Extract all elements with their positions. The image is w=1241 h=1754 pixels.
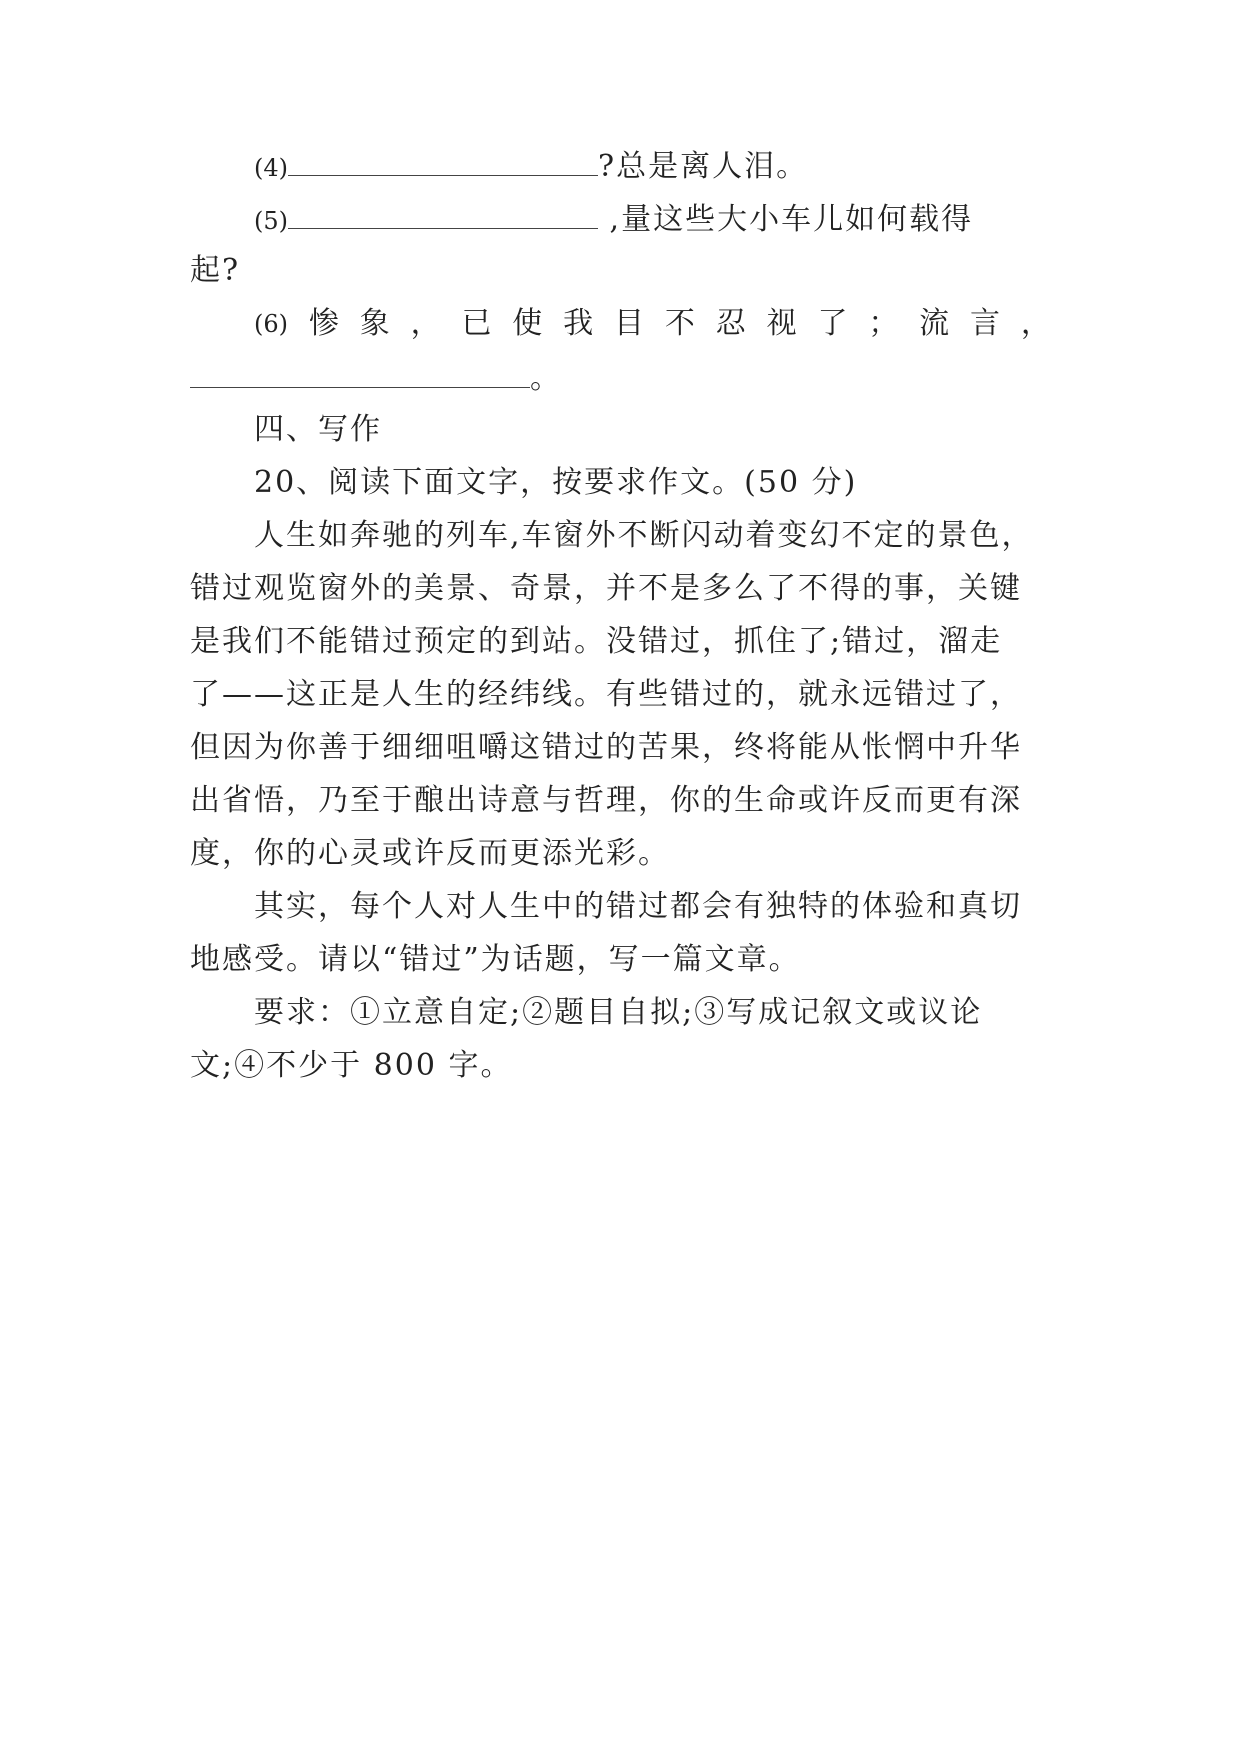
- requirements-line: 文;④不少于 800 字。: [190, 1048, 513, 1083]
- paragraph-line: 度，你的心灵或许反而更添光彩。: [190, 836, 670, 871]
- answer-blank: [288, 145, 598, 176]
- item-char: 我: [563, 306, 594, 341]
- fill-blank-item-6: [254, 304, 1051, 344]
- item-char: ，: [410, 306, 441, 341]
- answer-blank: [190, 357, 530, 388]
- fill-blank-item-5-continuation: [190, 251, 240, 291]
- paragraph-line: 人生如奔驰的列车,车窗外不断闪动着变幻不定的景色，: [254, 518, 1034, 553]
- fill-blank-item-6-continuation: [190, 357, 562, 399]
- item-number: (6): [254, 310, 288, 338]
- item-char: 言: [970, 306, 1001, 341]
- item-text: 。: [530, 361, 562, 396]
- item-char: 视: [766, 306, 797, 341]
- paragraph-line: 地感受。请以“错过”为话题，写一篇文章。: [190, 942, 801, 977]
- paragraph-line: 其实，每个人对人生中的错过都会有独特的体验和真切: [254, 889, 1022, 924]
- section-heading: 四、写作: [254, 412, 382, 447]
- question-prompt: 20、阅读下面文字，按要求作文。(50 分): [254, 465, 858, 500]
- paragraph-line: 错过观览窗外的美景、奇景，并不是多么了不得的事，关键: [190, 571, 1022, 606]
- item-char: 已: [461, 306, 492, 341]
- requirements-line: 要求：①立意自定;②题目自拟;③写成记叙文或议论: [254, 995, 983, 1030]
- item-char: ；: [868, 306, 899, 341]
- paragraph-line: 了——这正是人生的经纬线。有些错过的，就永远错过了，: [190, 677, 1022, 712]
- paragraph-line: 是我们不能错过预定的到站。没错过，抓住了;错过，溜走: [190, 624, 1003, 659]
- item-text: ?总是离人泪。: [598, 149, 809, 184]
- item-char: 目: [614, 306, 645, 341]
- item-char: 惨: [308, 306, 339, 341]
- answer-blank: [288, 198, 598, 229]
- item-number: (5): [254, 207, 288, 235]
- item-number: (4): [254, 154, 288, 182]
- item-char: 忍: [715, 306, 746, 341]
- item-char: 不: [664, 306, 695, 341]
- item-char: 了: [817, 306, 848, 341]
- item-text: ,量这些大小车儿如何载得: [598, 202, 974, 237]
- paragraph-line: 出省悟，乃至于酿出诗意与哲理，你的生命或许反而更有深: [190, 783, 1022, 818]
- item-char: 象: [359, 306, 390, 341]
- paragraph-line: 但因为你善于细细咀嚼这错过的苦果，终将能从怅惘中升华: [190, 730, 1022, 765]
- fill-blank-item-5: [254, 198, 973, 241]
- fill-blank-item-4: [254, 145, 808, 188]
- item-text: 起?: [190, 253, 241, 288]
- item-char: 流: [919, 306, 950, 341]
- item-char: ，: [1020, 306, 1051, 341]
- item-char: 使: [512, 306, 543, 341]
